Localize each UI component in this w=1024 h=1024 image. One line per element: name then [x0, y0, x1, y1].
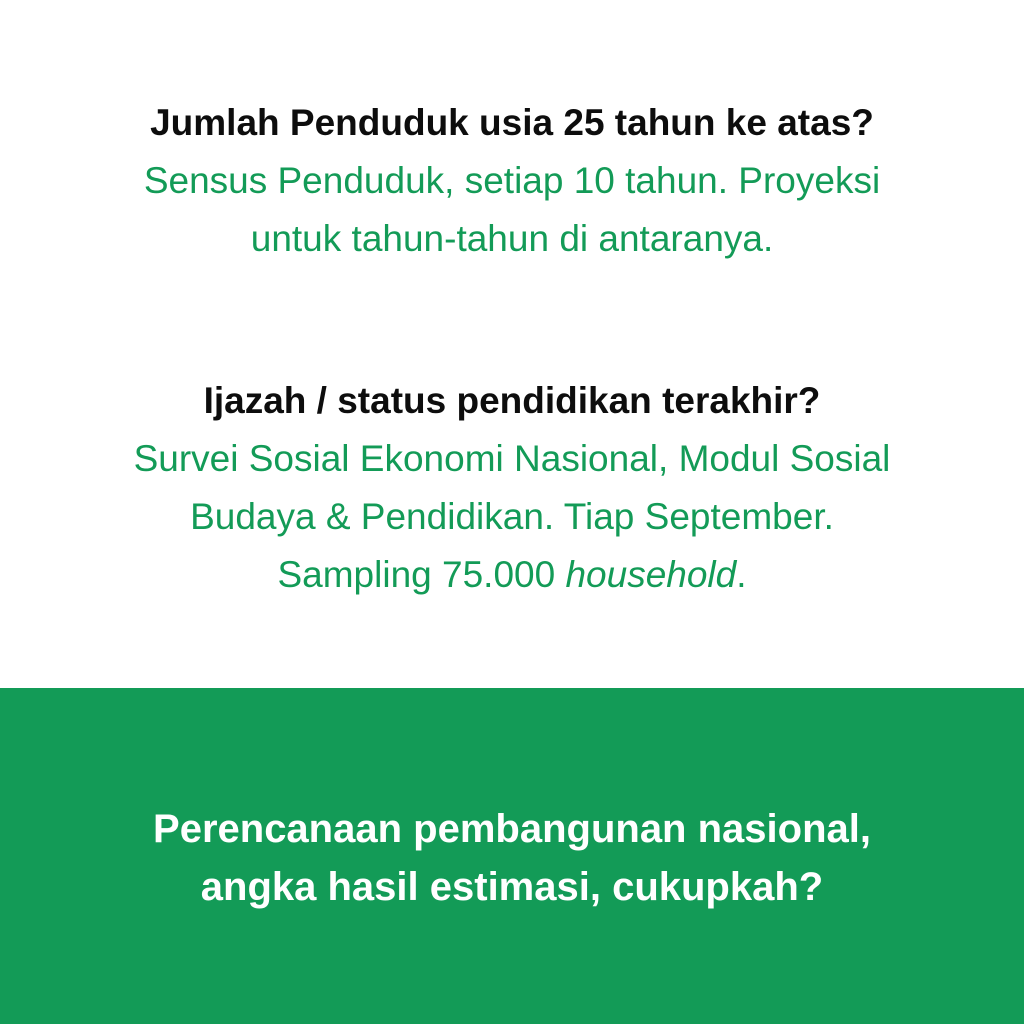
period: . [736, 554, 747, 595]
banner-line-1: Perencanaan pembangunan nasional, [153, 807, 871, 851]
banner-question [0, 800, 1024, 916]
sampling-text: Sampling 75.000 [277, 554, 566, 595]
banner-line-2: angka hasil estimasi, cukupkah? [200, 865, 824, 909]
answer-line-2: Budaya & Pendidikan. Tiap September. [190, 496, 834, 537]
answer-line-3 [0, 546, 1024, 604]
answer-line-1: Survei Sosial Ekonomi Nasional, Modul Sosial [133, 438, 891, 479]
section-education [0, 372, 1024, 604]
household-italic: household [565, 554, 737, 595]
section-population [0, 94, 1024, 268]
answer-line-1: Sensus Penduduk, setiap 10 tahun. Proyeksi [143, 160, 881, 201]
question-population: Jumlah Penduduk usia 25 tahun ke atas? [150, 102, 874, 143]
answer-line-2: untuk tahun-tahun di antaranya. [250, 218, 774, 259]
question-education: Ijazah / status pendidikan terakhir? [203, 380, 821, 421]
